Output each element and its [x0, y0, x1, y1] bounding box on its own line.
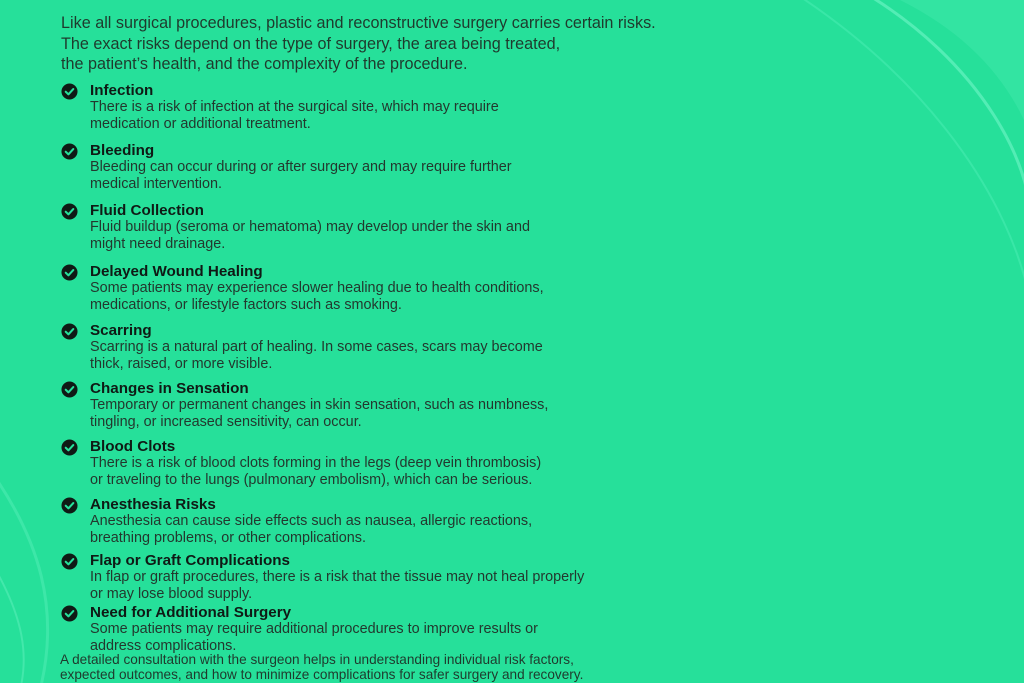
- risk-description-line: Some patients may require additional procedures to improve results or: [90, 621, 538, 637]
- risk-description-line: Bleeding can occur during or after surgery and may require further: [90, 159, 512, 175]
- risk-title: Scarring: [90, 322, 152, 339]
- check-circle-icon: [61, 83, 78, 100]
- risk-title: Flap or Graft Complications: [90, 552, 290, 569]
- risk-description-line: thick, raised, or more visible.: [90, 356, 273, 373]
- risk-description: [90, 513, 690, 548]
- intro-line: Like all surgical procedures, plastic and reconstructive surgery carries certain risks.: [61, 14, 656, 32]
- check-circle-icon: [61, 439, 78, 456]
- risk-description-line: There is a risk of infection at the surgical site, which may require: [90, 99, 499, 115]
- risk-description-line: In flap or graft procedures, there is a risk that the tissue may not heal properly: [90, 569, 585, 585]
- risk-description: [90, 455, 690, 490]
- intro-paragraph: [61, 13, 781, 75]
- check-circle-icon: [61, 381, 78, 398]
- risk-description-line: tingling, or increased sensitivity, can occur.: [90, 414, 362, 431]
- intro-line: The exact risks depend on the type of surgery, the area being treated,: [61, 34, 561, 53]
- check-circle-icon: [61, 323, 78, 340]
- check-circle-icon: [61, 264, 78, 281]
- check-circle-icon: [61, 605, 78, 622]
- risk-title: Bleeding: [90, 142, 155, 159]
- risk-description-line: medication or additional treatment.: [90, 116, 311, 133]
- risk-description-line: medical intervention.: [90, 176, 222, 193]
- closing-line: expected outcomes, and how to minimize complications for safer surgery and recovery.: [60, 667, 584, 683]
- risk-description-line: might need drainage.: [90, 236, 226, 253]
- risk-description: [90, 397, 690, 432]
- check-circle-icon: [61, 203, 78, 220]
- risk-description-line: There is a risk of blood clots forming in the legs (deep vein thrombosis): [90, 455, 542, 471]
- intro-line: the patient’s health, and the complexity of the procedure.: [61, 55, 468, 73]
- risk-title: Infection: [90, 82, 154, 99]
- check-circle-icon: [61, 497, 78, 514]
- risk-description: [90, 339, 690, 374]
- risk-title: Delayed Wound Healing: [90, 263, 263, 280]
- risk-description-line: Fluid buildup (seroma or hematoma) may develop under the skin and: [90, 219, 530, 235]
- risk-description-line: or traveling to the lungs (pulmonary embolism), which can be serious.: [90, 472, 533, 489]
- risk-title: Blood Clots: [90, 438, 176, 455]
- risk-title: Need for Additional Surgery: [90, 604, 292, 621]
- risk-description: [90, 99, 690, 134]
- risk-description-line: Some patients may experience slower healing due to health conditions,: [90, 280, 544, 296]
- risk-description: [90, 569, 690, 604]
- check-circle-icon: [61, 553, 78, 570]
- risk-description-line: Scarring is a natural part of healing. In some cases, scars may become: [90, 339, 543, 355]
- risk-title: Changes in Sensation: [90, 380, 249, 397]
- risk-description-line: breathing problems, or other complications.: [90, 530, 366, 547]
- risk-description: [90, 159, 690, 194]
- check-circle-icon: [61, 143, 78, 160]
- risk-title: Fluid Collection: [90, 202, 204, 219]
- closing-line: A detailed consultation with the surgeon helps in understanding individual risk factors,: [60, 652, 574, 667]
- risk-description: [90, 219, 690, 254]
- risk-description-line: Anesthesia can cause side effects such as nausea, allergic reactions,: [90, 513, 533, 529]
- closing-paragraph: [60, 652, 760, 683]
- risk-description-line: address complications.: [90, 638, 237, 655]
- risk-description-line: or may lose blood supply.: [90, 586, 253, 603]
- risk-description-line: Temporary or permanent changes in skin sensation, such as numbness,: [90, 397, 549, 413]
- risk-title: Anesthesia Risks: [90, 496, 216, 513]
- risk-description-line: medications, or lifestyle factors such as smoking.: [90, 297, 402, 314]
- risk-description: [90, 621, 690, 656]
- risk-description: [90, 280, 690, 315]
